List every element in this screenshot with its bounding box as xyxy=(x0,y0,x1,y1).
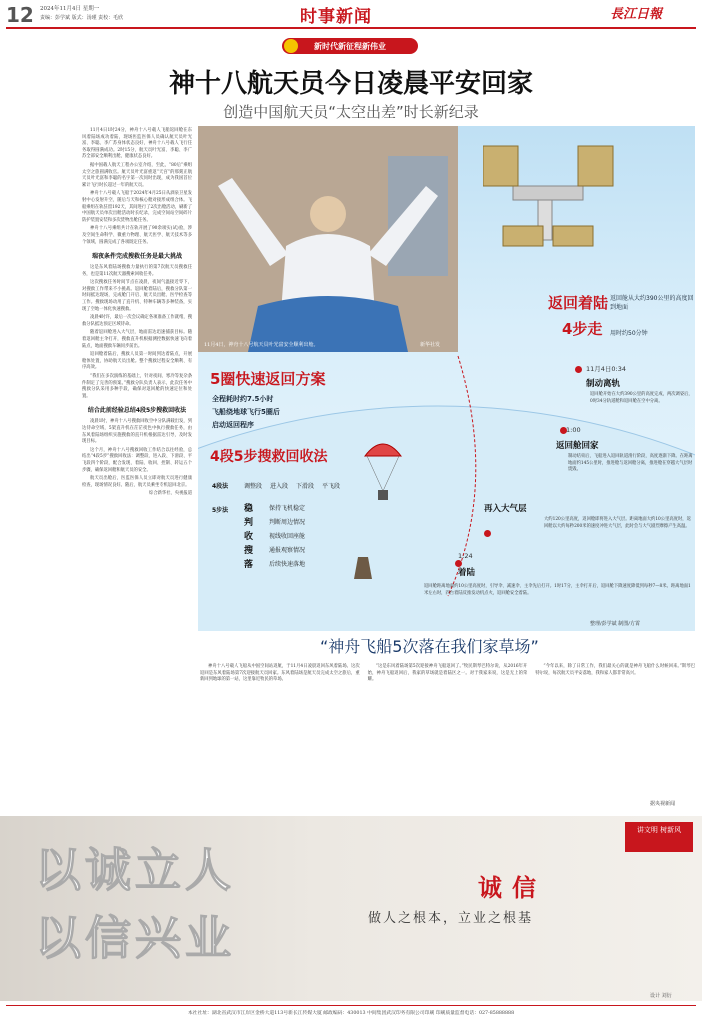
return-bullet-1: 返回舱从大约390公里的高度回到地面 xyxy=(610,295,694,311)
article-paragraph: 这个月，神舟十八号搜救回收工作结合以往经验，总结出“4段5步”搜救回收法：调整段、进入段、下滑段、平飞段四个阶段，配合发现、着陆、收回、控制、转运五个步骤，确保返回舱和航天员的安全。 xyxy=(82,447,192,473)
five-orbit-plan-title: 5圈快速返回方案 xyxy=(210,370,326,388)
article-paragraph: “今年以来，除了日常工作，我们最关心的就是神舟飞船什么时候回来。”斯琴巴特尔说，每次航天员平安落地，我和家人都非常高兴。 xyxy=(535,664,696,676)
newspaper-masthead: 長江日報 xyxy=(610,7,663,22)
footer-rule xyxy=(6,1005,696,1006)
step-text: 视线收回座舱 xyxy=(269,532,306,540)
ad-credit: 设计 刘衍 xyxy=(650,993,672,999)
astronaut-figure-graphic xyxy=(198,126,458,352)
ad-slogan-line-2: 以信兴业 xyxy=(35,911,235,965)
page-headline: 神十八航天员今日凌晨平安回家 xyxy=(168,69,533,99)
quote-article-body xyxy=(200,664,695,684)
step-description: 大约120公里高度，返回舱即将进入大气层。距离地面大约10公里高度时，返回舱以大约每秒200米的速度冲进大气层，此时会与大气剧烈摩擦产生高温。 xyxy=(544,517,691,529)
article-paragraph: 这次搜救任务时间节点在凌晨，夜间气温接近零下，对搜救工作带来不小挑战。返回舱着陆后，搜救分队第一时间抵达现场，完成舱门开启、航天员出舱、医学检查等工作。搜救现场动用了直升机、特种车辆等多种装备，实现了空地一体化快速搜救。 xyxy=(82,280,192,312)
timeline-dot xyxy=(484,530,491,537)
five-orbit-desc-3: 启动返回程序 xyxy=(212,421,254,429)
step-title: 再入大气层 xyxy=(484,504,527,514)
step-title: 返回舱回家 xyxy=(556,441,599,451)
photo-caption: 11月4日，神舟十八号航天员叶光富安全顺利出舱。 xyxy=(204,342,319,348)
article-subhead: 瑞夜条件完成搜救任务是最大挑战 xyxy=(91,253,182,261)
step-text: 判断周边情况 xyxy=(269,518,306,526)
step-char: 落 xyxy=(244,559,254,570)
step-text: 通报观察情况 xyxy=(269,546,306,554)
article-paragraph: 这是东风着陆场搜救力量执行的第7次航天员搜救任务，也是第11次航天器搜索回收任务。 xyxy=(82,265,192,277)
return-capsule-icon xyxy=(348,551,378,581)
step-time: 11月4日0:34 xyxy=(586,365,627,373)
article-byline: 综合新华社、央视报道 xyxy=(149,491,192,497)
column-banner: 新时代新征程新伟业 xyxy=(282,38,418,54)
step-description: 返回舱距离地面约10公里高度时，引导伞、减速伞、主伞先后打开。1时17分，主伞打开后，返回舱下降速度降低到每秒7—8米。距离地面1米左右时，四台着陆反推发动机点火，返回舱安全着陆。 xyxy=(424,584,691,596)
parachute-icon xyxy=(363,436,403,506)
stage-item: 调整段 xyxy=(244,483,263,490)
editors-line: 责编：彭学斌 版式：汤瑾 责校：毛欣 xyxy=(40,15,124,21)
stage-item: 下滑段 xyxy=(296,483,315,490)
four-stage-list xyxy=(244,481,340,490)
article-paragraph: 神舟十八号载人飞船从中国空间站返航，于11月4日凌晨返回东风着陆场。这次返回是东风着陆场第7次迎接航天员回家。东风着陆场是航天员完成太空之旅后，重新回到地球的第一站，这里靠近牧民的草场。 xyxy=(200,664,360,683)
return-landing-title: 返回着陆 xyxy=(548,294,609,312)
five-orbit-desc-2: 飞船绕地球飞行5圈后 xyxy=(212,408,280,416)
article-paragraph: 神舟十八号载人飞船于2024年4月25日从酒泉卫星发射中心发射升空，随后与天和核心舱对接形成组合体。飞船乘组在轨驻留192天，其间进行了2次出舱活动，刷新了中国航天员单次出舱活动时长纪录，完成空间站空间碎片防护装置安装和多次货物出舱任务。 xyxy=(82,191,192,223)
space-station-icon xyxy=(483,126,633,256)
article-paragraph: 神舟十八号乘组共计在轨开展了90余项实(试)验，涉及空间生命科学、微重力物理、航天医学、航天技术等多个领域，圆满完成了各项既定任务。 xyxy=(82,226,192,245)
step-char: 收 xyxy=(244,531,254,542)
step-char: 稳 xyxy=(244,503,254,514)
ad-slogan-line-1: 以诚立人 xyxy=(35,843,235,897)
return-landing-steps: 4步走 xyxy=(562,320,603,338)
step-title: 制动离轨 xyxy=(586,379,621,389)
five-step-label: 5步法 xyxy=(212,507,229,514)
quote-article-title: “神舟飞船5次落在我们家草场” xyxy=(320,637,539,656)
timeline-dot xyxy=(575,366,582,373)
article-paragraph: 航天员出舱后，医监医保人员立即对航天员进行健康检查，现场情况良好。随后，航天员乘坐专机返回北京。 xyxy=(82,476,192,488)
article-left-column xyxy=(82,128,192,498)
header-rule xyxy=(6,27,696,29)
article-paragraph: 随着返回舱进入大气层，地面雷达迅速捕获目标。随着返回舱主伞打开，搜救直升机根据测控数据快速飞向着陆点，地面搜救车辆同步前出。 xyxy=(82,330,192,349)
article-paragraph: “这是东风着陆场第5次迎接神舟飞船返回了。”牧民斯琴巴特尔说，从2016年开始，神舟飞船返回后，我家的草场就是着陆区之一。对于我家来说，这是无上的荣耀。 xyxy=(367,664,528,683)
article-paragraph: 返回舱着陆后，搜救人员第一时间到达着陆点，开展舱体处置，协助航天员出舱。整个搜救过程安全顺利、有序高效。 xyxy=(82,352,192,371)
step-text: 保持飞机稳定 xyxy=(269,504,306,512)
section-title: 时事新闻 xyxy=(300,7,372,27)
step-char: 判 xyxy=(244,517,254,528)
issue-date: 2024年11月4日 星期一 xyxy=(40,6,100,12)
step-description: 返回舱开始在大约390公里的高度完成，两次调姿后，0时34分轨道舱和返回舱在空中分离。 xyxy=(590,392,693,404)
five-orbit-desc-1: 全程耗时约7.5小时 xyxy=(212,395,274,403)
infographic-credit: 整理/彭学斌 制图/方霄 xyxy=(590,621,640,627)
four-stage-label: 4段法 xyxy=(212,483,229,490)
ad-title: 诚信 xyxy=(478,873,546,902)
step-text: 后续快速落地 xyxy=(269,560,306,568)
ad-tagline: 做人之根本，立业之根基 xyxy=(368,911,534,926)
page-footer: 本社社址：湖北省武汉市江岸区金桥大道113号新长江传媒大厦 邮政编码：430013 中间集团武汉印务有限公司印刷 印刷质量监督电话：027-85888888 xyxy=(187,1011,515,1016)
article-subhead: 结合此前经验总结4段5步搜救回收法 xyxy=(87,407,187,415)
photo-credit: 新华社发 xyxy=(420,342,441,348)
astronaut-photo xyxy=(198,126,458,352)
quote-credit: 据央视新闻 xyxy=(650,801,676,807)
page-number: 12 xyxy=(6,3,34,27)
article-paragraph: 据中国载人航天工程办公室介绍，至此，“80后”乘组太空之旅圆满收官。航天员叶光富重返“天宫”的那刻正航天员叶光富和李聪的名字第一次同时出现，成为我国首位累计飞行时长超过一年的航天员。 xyxy=(82,162,192,188)
five-step-list xyxy=(244,500,324,570)
search-method-title: 4段5步搜救回收法 xyxy=(210,449,328,465)
step-time: 1:00 xyxy=(566,426,581,434)
stage-item: 进入段 xyxy=(270,483,289,490)
ad-stamp: 讲文明 树新风 xyxy=(625,822,693,852)
article-paragraph: “我们在多次演练的基础上，针对夜间、寒冷等复杂条件制定了完善的预案。”搜救分队负责人表示，此次任务中搜救分队采用多种手段，确保对返回舱的快速定位和处置。 xyxy=(82,374,192,399)
article-paragraph: 凌晨4时许，最后一次会议确定各项准备工作就绪，搜救分队抵达预定区域待命。 xyxy=(82,315,192,327)
step-title: 着陆 xyxy=(458,568,476,578)
return-bullet-2: 用时约50分钟 xyxy=(610,330,648,337)
page-subheadline: 创造中国航天员“太空出差”时长新纪录 xyxy=(223,103,479,121)
step-time: 1:24 xyxy=(458,552,473,560)
article-paragraph: 凌晨1时，神舟十八号搜救回收空中分队满载出发，到达待命空域，5架直升机在茫茫夜色中执行搜救任务，由东风着陆场组织实施搜救的直升机根据雷达引导，及时发现目标。 xyxy=(82,419,192,445)
step-char: 搜 xyxy=(244,545,254,556)
stage-item: 平飞段 xyxy=(322,483,341,490)
party-emblem-icon xyxy=(284,39,298,53)
step-description: 制动结束后，飞船进入返回轨道滑行阶段，高度逐渐下降。在距离地面约145公里时，推进舱与返回舱分离，推进舱在穿越大气层时烧毁。 xyxy=(568,454,693,472)
article-paragraph: 11月4日1时24分，神舟十八号载人飞船返回舱在东风着陆场成功着陆，现场医监医保人员确认航天员叶光富、李聪、李广苏身体状态良好，神舟十八号载人飞行任务取得圆满成功。2时15分，航天员叶光富、李聪、李广苏全部安全顺利出舱，健康状态良好。 xyxy=(82,128,192,160)
